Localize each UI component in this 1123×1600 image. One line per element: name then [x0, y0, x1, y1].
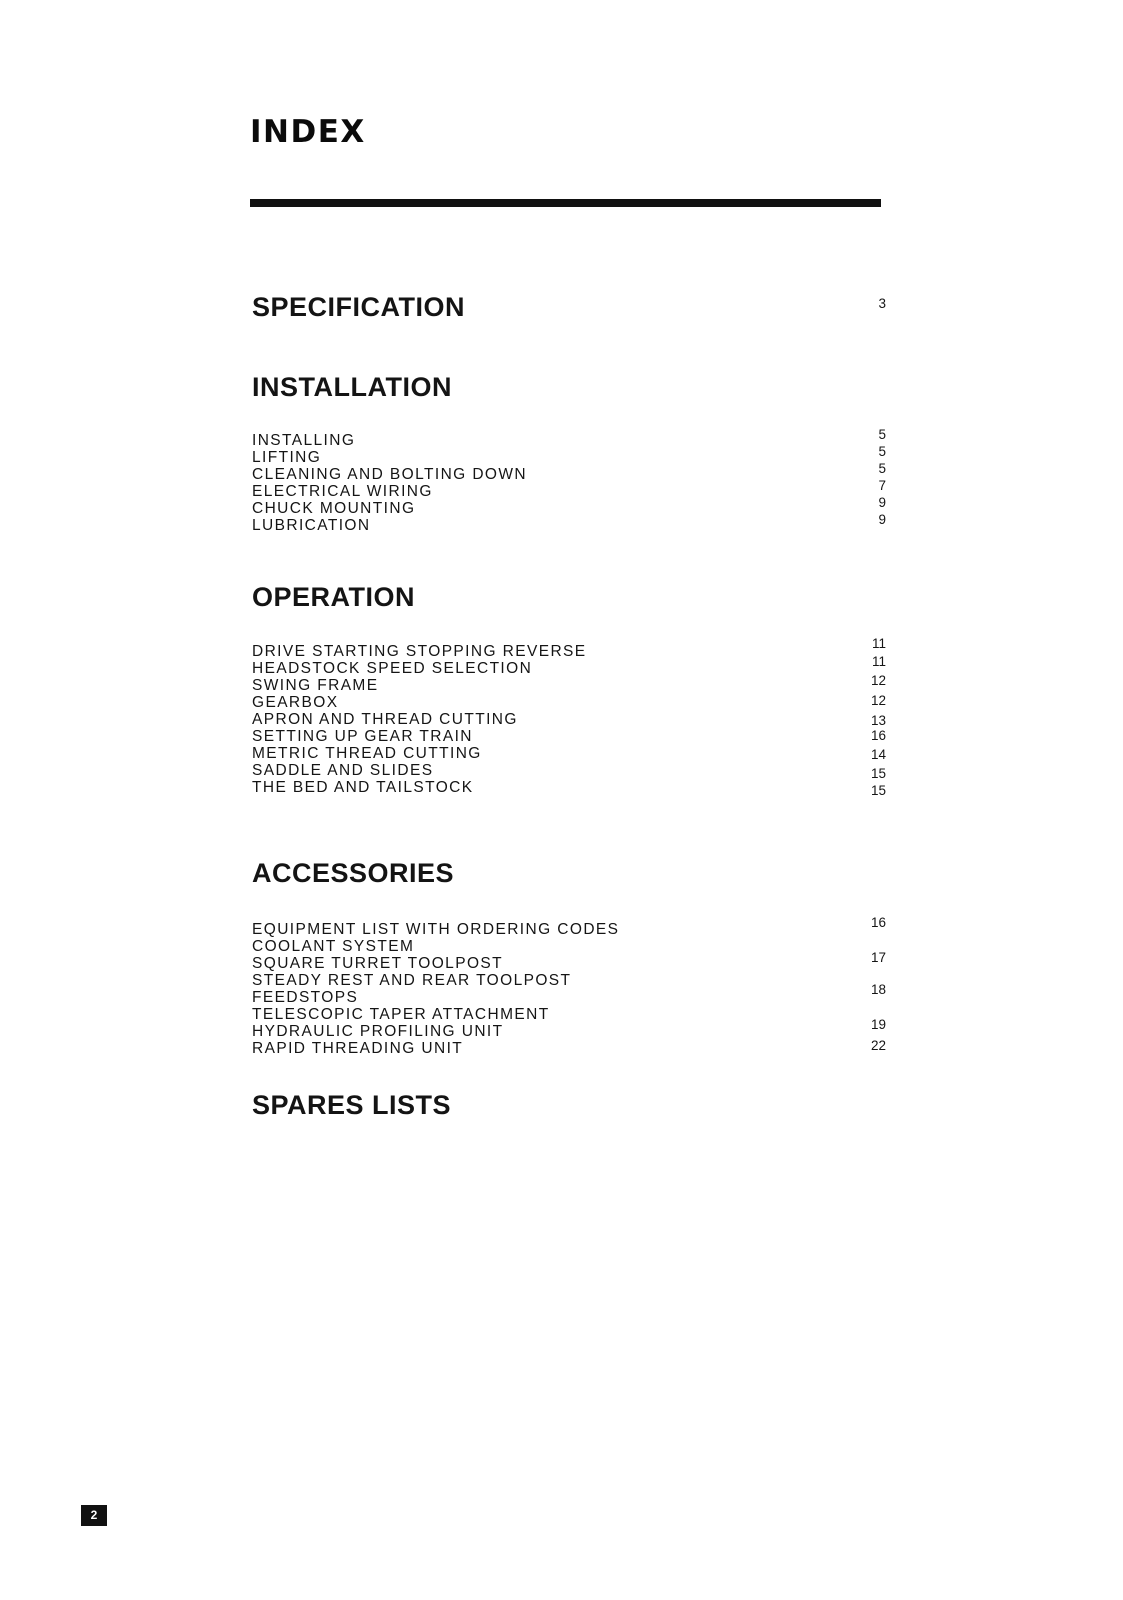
page-title: INDEX [250, 114, 366, 150]
list-item: RAPID THREADING UNIT [252, 1040, 464, 1057]
list-item: CHUCK MOUNTING [252, 500, 416, 517]
page-ref: 11 [871, 654, 886, 669]
list-item: SQUARE TURRET TOOLPOST [252, 955, 504, 972]
list-item: TELESCOPIC TAPER ATTACHMENT [252, 1006, 550, 1023]
page-ref: 5 [878, 427, 886, 442]
title-rule [250, 199, 881, 207]
page-ref: 15 [870, 783, 886, 798]
page-ref: 11 [871, 636, 886, 651]
list-item: SETTING UP GEAR TRAIN [252, 728, 473, 745]
page-ref: 9 [878, 495, 886, 510]
operation-item-list [252, 643, 587, 796]
page-ref: 19 [870, 1017, 886, 1032]
page-ref: 18 [870, 982, 886, 997]
list-item: FEEDSTOPS [252, 989, 359, 1006]
page-ref: 22 [870, 1038, 886, 1053]
section-heading-installation: INSTALLATION [252, 372, 452, 402]
page-ref: 17 [870, 950, 886, 965]
installation-item-list [252, 432, 527, 534]
list-item: ELECTRICAL WIRING [252, 483, 433, 500]
page-ref: 5 [878, 444, 886, 459]
list-item: HEADSTOCK SPEED SELECTION [252, 660, 533, 677]
list-item: LUBRICATION [252, 517, 371, 534]
list-item: EQUIPMENT LIST WITH ORDERING CODES [252, 921, 620, 938]
page-ref: 12 [870, 673, 886, 688]
page-ref: 5 [878, 461, 886, 476]
section-heading-specification: SPECIFICATION [252, 292, 466, 322]
list-item: CLEANING AND BOLTING DOWN [252, 466, 527, 483]
accessories-item-list [252, 921, 619, 1057]
list-item: HYDRAULIC PROFILING UNIT [252, 1023, 504, 1040]
page-number-badge: 2 [81, 1505, 107, 1526]
list-item: METRIC THREAD CUTTING [252, 745, 482, 762]
section-heading-operation: OPERATION [252, 582, 416, 612]
list-item: COOLANT SYSTEM [252, 938, 415, 955]
list-item: SWING FRAME [252, 677, 379, 694]
specification-page: 3 [878, 296, 886, 311]
section-heading-spares: SPARES LISTS [252, 1090, 452, 1120]
list-item: THE BED AND TAILSTOCK [252, 779, 474, 796]
page-ref: 14 [870, 747, 886, 762]
page-ref: 12 [870, 693, 886, 708]
page-ref: 15 [870, 766, 886, 781]
page-ref: 13 [870, 713, 886, 728]
page-ref: 16 [870, 728, 886, 743]
list-item: GEARBOX [252, 694, 339, 711]
list-item: STEADY REST AND REAR TOOLPOST [252, 972, 572, 989]
list-item: DRIVE STARTING STOPPING REVERSE [252, 643, 587, 660]
page-ref: 9 [878, 512, 886, 527]
list-item: SADDLE AND SLIDES [252, 762, 434, 779]
page-ref: 16 [870, 915, 886, 930]
list-item: APRON AND THREAD CUTTING [252, 711, 518, 728]
list-item: LIFTING [252, 449, 322, 466]
page-ref: 7 [878, 478, 886, 493]
section-heading-accessories: ACCESSORIES [252, 858, 455, 888]
list-item: INSTALLING [252, 432, 356, 449]
